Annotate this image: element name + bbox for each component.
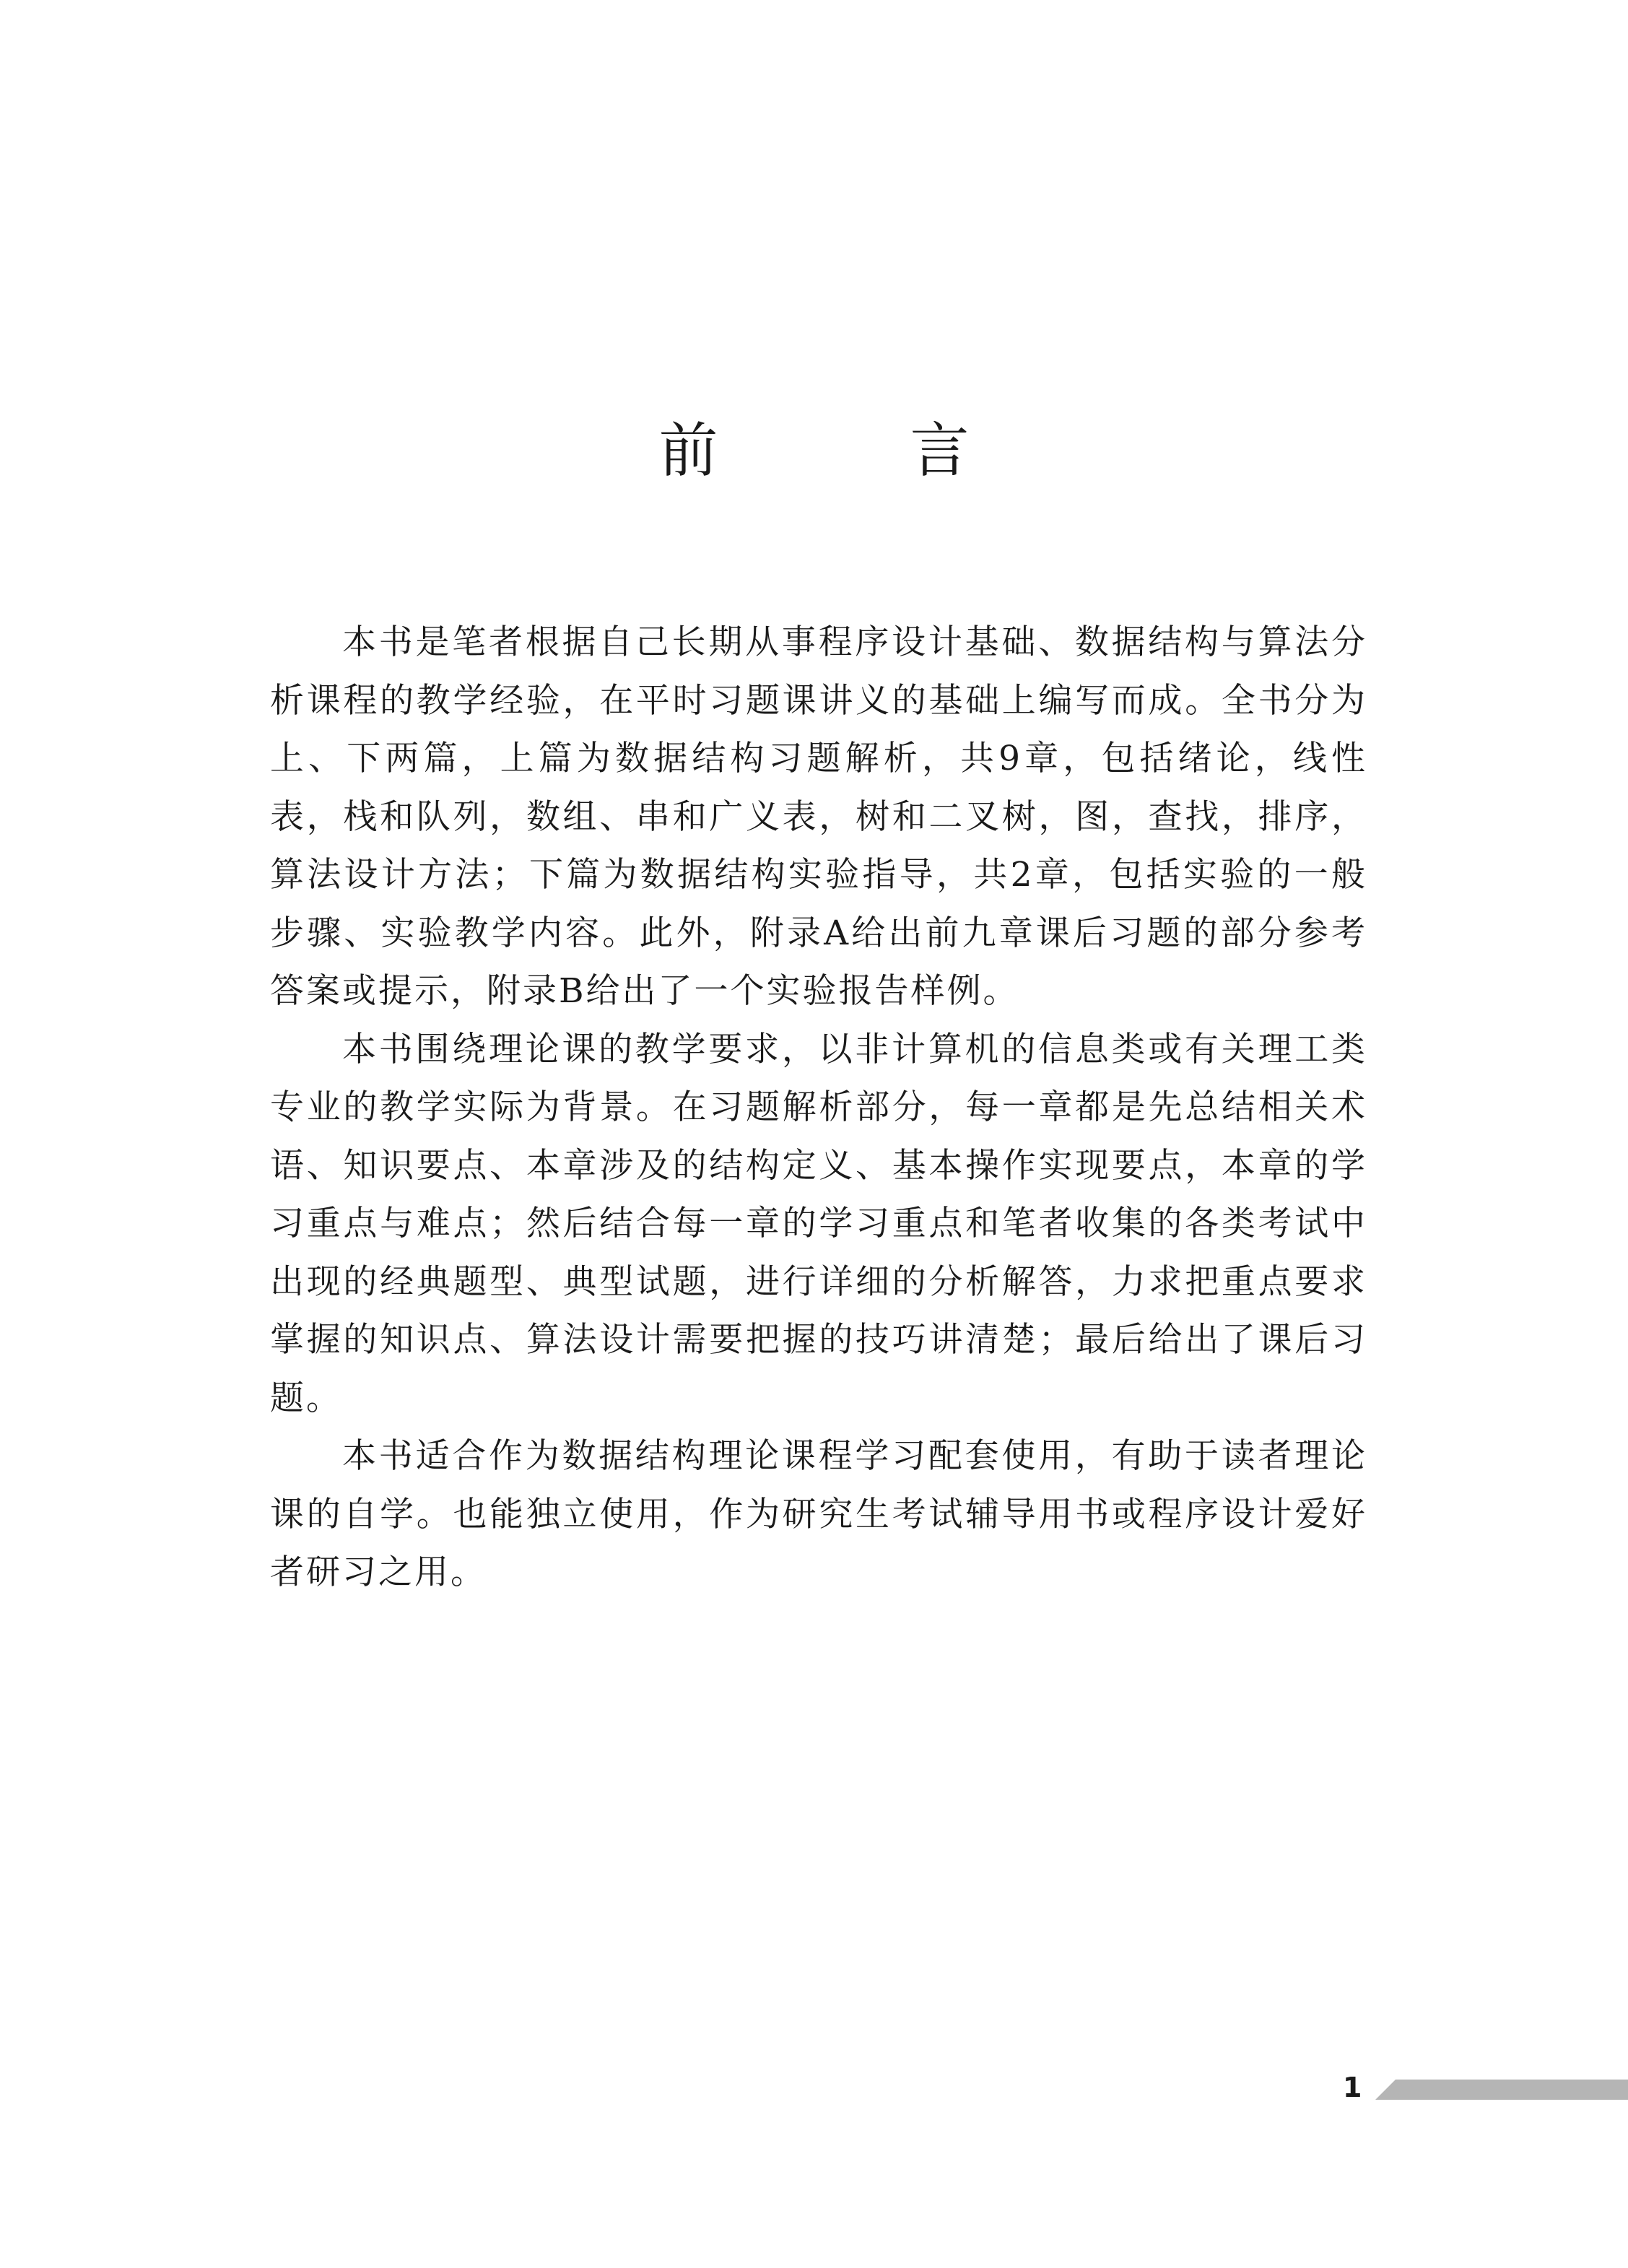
paragraph-3: 本书适合作为数据结构理论课程学习配套使用，有助于读者理论课的自学。也能独立使用，作为研究生考试辅导用书或程序设计爱好者研习之用。 (270, 1436, 1367, 1592)
footer-decorative-bar (1375, 2080, 1628, 2100)
preface-body (270, 614, 1367, 1602)
footer-bar-shape (1375, 2080, 1628, 2100)
page-number: 1 (1343, 2072, 1362, 2103)
page-title: 前 言 (658, 417, 1036, 485)
paragraph-2: 本书围绕理论课的教学要求，以非计算机的信息类或有关理工类专业的教学实际为背景。在习题解析部分，每一章都是先总结相关术语、知识要点、本章涉及的结构定义、基本操作实现要点，本章的学习重点与难点；然后结合每一章的学习重点和笔者收集的各类考试中出现的经典题型、典型试题，进行详细的分析解答，力求把重点要求掌握的知识点、算法设计需要把握的技巧讲清楚；最后给出了课后习题。 (270, 1029, 1367, 1418)
paragraph-1: 本书是笔者根据自己长期从事程序设计基础、数据结构与算法分析课程的教学经验，在平时习题课讲义的基础上编写而成。全书分为上、下两篇，上篇为数据结构习题解析，共9章，包括绪论，线性表，栈和队列，数组、串和广义表，树和二叉树，图，查找，排序，算法设计方法；下篇为数据结构实验指导，共2章，包括实验的一般步骤、实验教学内容。此外，附录A给出前九章课后习题的部分参考答案或提示，附录B给出了一个实验报告样例。 (270, 622, 1367, 1011)
